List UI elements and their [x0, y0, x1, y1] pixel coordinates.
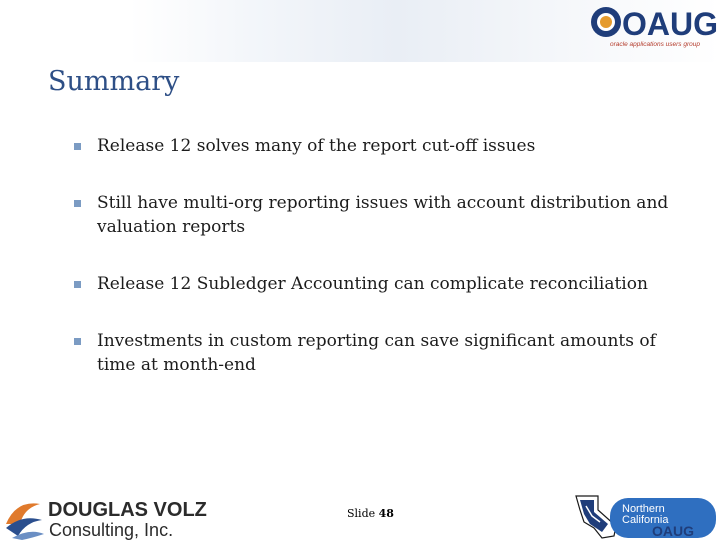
nc-logo-oaug: OAUG — [652, 523, 694, 539]
northern-california-oaug-logo — [572, 492, 718, 540]
nc-logo-line2: California — [622, 514, 669, 526]
bullet-square-icon — [74, 281, 81, 288]
dv-logo-line2: Consulting, Inc. — [49, 520, 174, 540]
douglas-volz-logo — [2, 494, 207, 540]
slide-number — [347, 507, 394, 520]
bullet-square-icon — [74, 143, 81, 150]
bullet-square-icon — [74, 200, 81, 207]
slide-title: Summary — [48, 66, 180, 97]
slide-label: Slide — [347, 507, 376, 520]
bullet-text: Release 12 Subledger Accounting can complicate reconciliation — [97, 274, 648, 294]
oaug-logo — [584, 2, 718, 48]
dv-logo-line1: DOUGLAS VOLZ — [48, 499, 207, 521]
oaug-tagline: oracle applications users group — [610, 41, 700, 48]
bullet-square-icon — [74, 338, 81, 345]
bullet-item — [74, 134, 684, 158]
bullet-text: Release 12 solves many of the report cut-off issues — [97, 136, 536, 156]
bullet-text: Still have multi-org reporting issues with account distribution and valuation reports — [97, 193, 669, 237]
slide-number-value: 48 — [378, 507, 394, 520]
bullet-list — [74, 134, 684, 410]
oaug-logo-text: OAUG — [622, 6, 718, 42]
bullet-item — [74, 329, 684, 377]
bullet-item — [74, 272, 684, 296]
bullet-item — [74, 191, 684, 239]
nc-logo-line1: Northern — [622, 503, 665, 515]
bullet-text: Investments in custom reporting can save significant amounts of time at month-end — [97, 331, 656, 375]
